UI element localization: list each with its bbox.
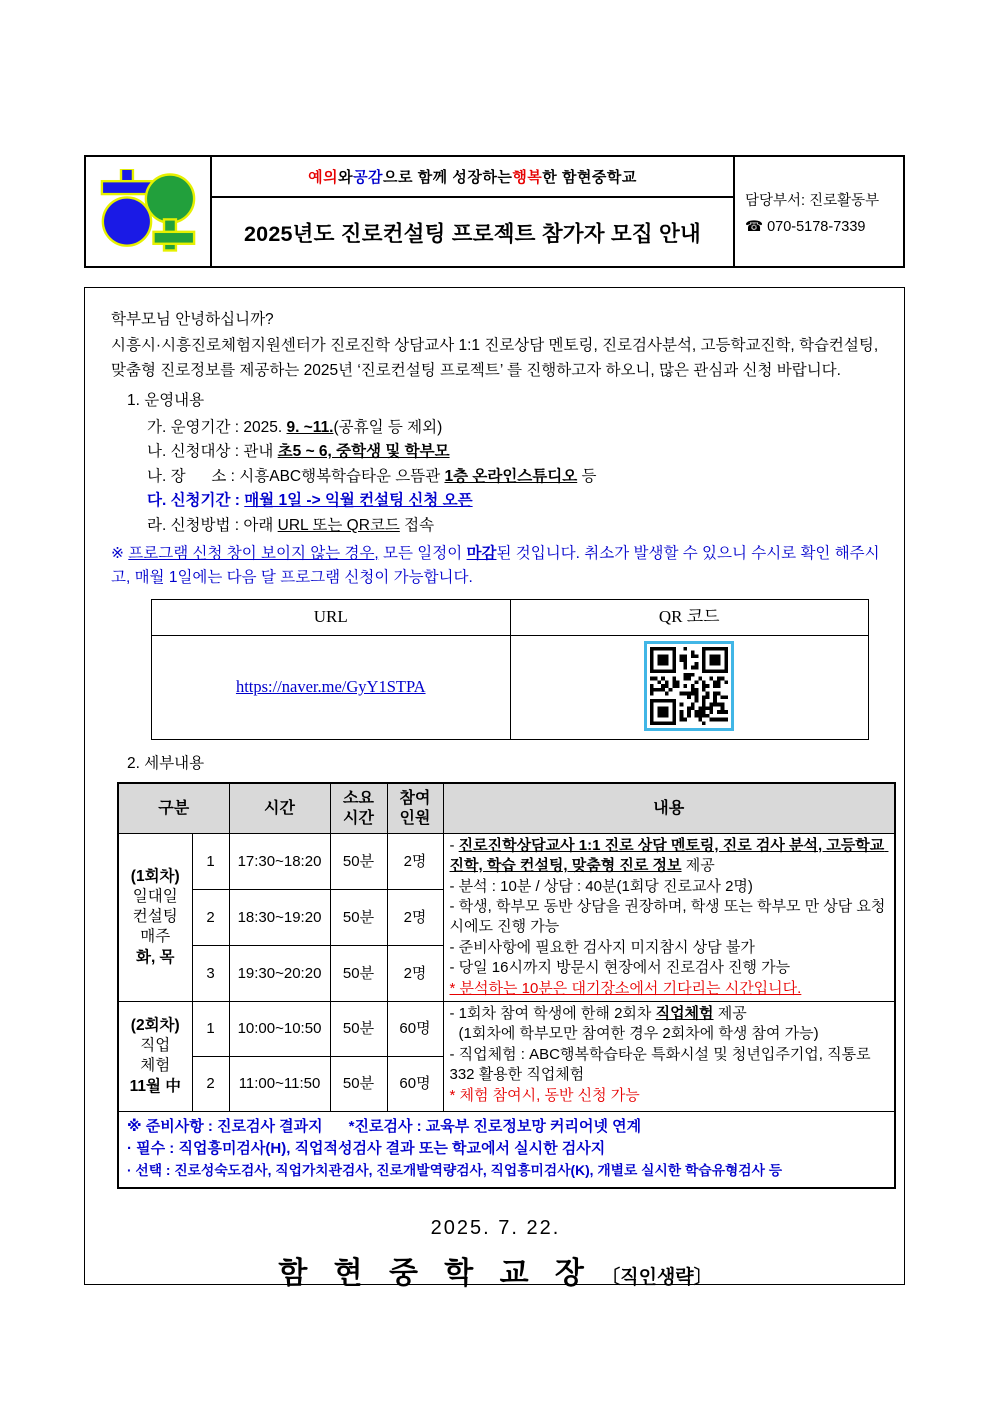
content-line: - 분석 : 10분 / 상담 : 40분(1회당 진로교사 2명) bbox=[449, 877, 753, 895]
content-line: - 직업체험 : ABC행복학습타운 특화시설 및 청년입주기업, 직통로332 활용한 직업체험 bbox=[449, 1045, 871, 1084]
group-label-line: 일대일 bbox=[132, 888, 178, 906]
department-label: 담당부서: 진로활동부 bbox=[745, 192, 880, 209]
session-duration: 50분 bbox=[330, 833, 387, 889]
intro-paragraph: 시흥시·시흥진로체험지원센터가 진로진학 상담교사 1:1 진로상담 멘토링, 진로검사분석, 고등학교진학, 학습컨설팅, 맞춤형 진로정보를 제공하는 2025년 ‘진로컨설팅 프로젝트’ 를 진행하고자 하오니, 많은 관심과 신청 바랍니다. bbox=[111, 337, 879, 379]
notice-emphasis: 마감 bbox=[466, 545, 497, 563]
col-header-category: 구분 bbox=[118, 783, 229, 833]
item-label: 라. 신청방법 : bbox=[147, 516, 244, 534]
col-header-time: 시간 bbox=[229, 783, 330, 833]
item-emphasis: 1층 온라인스튜디오 bbox=[444, 467, 578, 485]
header-line: 인원 bbox=[399, 809, 431, 827]
session-capacity: 2명 bbox=[387, 945, 443, 1001]
principal-signature: 함 현 중 학 교 장 bbox=[278, 1257, 593, 1291]
content-line: - 학생, 학부모 동반 상담을 권장하며, 학생 또는 학부모 만 상담 요청시에도 진행 가능 bbox=[449, 898, 886, 936]
group-label-line: 직업 bbox=[140, 1037, 171, 1055]
item-text: 2025. bbox=[243, 418, 287, 436]
group-label-line: 체험 bbox=[140, 1057, 171, 1075]
item-emphasis: 초5 ~ 6, 중학생 및 학부모 bbox=[277, 443, 450, 461]
session-duration: 50분 bbox=[330, 1056, 387, 1111]
application-notice bbox=[111, 542, 880, 589]
content-text: 제공 bbox=[713, 1004, 747, 1022]
table-notes-row bbox=[118, 1111, 895, 1187]
table-header-row bbox=[118, 783, 895, 833]
group2-content bbox=[443, 1001, 895, 1111]
session-number: 2 bbox=[192, 889, 229, 945]
session-duration: 50분 bbox=[330, 1001, 387, 1056]
notes-line bbox=[127, 1116, 886, 1139]
list-item-da bbox=[147, 489, 880, 513]
greeting-text: 학부모님 안녕하십니까? bbox=[111, 311, 274, 328]
item-label: 나. 장 소 : bbox=[147, 467, 240, 485]
item-label: 다. 신청기간 : bbox=[147, 492, 245, 510]
group-label-line: (1회차) bbox=[130, 868, 180, 886]
session-time: 19:30~20:20 bbox=[229, 945, 330, 1001]
list-item-na1 bbox=[147, 440, 880, 464]
group-label-line: (2회차) bbox=[130, 1017, 180, 1035]
content-emphasis: 직업체험 bbox=[655, 1004, 714, 1022]
qr-column-header: QR 코드 bbox=[510, 599, 869, 635]
session-number: 2 bbox=[192, 1056, 229, 1111]
item-text: 접속 bbox=[399, 516, 435, 534]
item-text: 아래 bbox=[243, 516, 278, 534]
header-line: 소요 bbox=[343, 789, 374, 807]
detail-table bbox=[117, 782, 896, 1188]
content-line: - 당일 16시까지 방문시 현장에서 진로검사 진행 가능 bbox=[449, 959, 791, 977]
content-line bbox=[450, 1004, 889, 1024]
school-logo bbox=[86, 157, 212, 266]
item-emphasis: URL 또는 QR코드 bbox=[277, 516, 400, 534]
url-column-header: URL bbox=[152, 599, 511, 635]
item-emphasis: 매월 1일 -> 익월 컨설팅 신청 오픈 bbox=[244, 492, 473, 510]
content-line: - 준비사항에 필요한 검사지 미지참시 상담 불가 bbox=[449, 938, 755, 956]
session-number: 1 bbox=[192, 833, 229, 889]
session-time: 11:00~11:50 bbox=[229, 1056, 330, 1111]
session-time: 18:30~19:20 bbox=[229, 889, 330, 945]
slogan-part: 행복 bbox=[512, 169, 543, 186]
header-line: 시간 bbox=[343, 809, 374, 827]
stamp-omitted-note: 〔직인생략〕 bbox=[601, 1267, 713, 1289]
section1-title: 1. 운영내용 bbox=[127, 392, 205, 410]
phone-number: ☎ 070-5178-7339 bbox=[745, 218, 866, 235]
list-item-ra bbox=[147, 514, 880, 538]
item-text: 관내 bbox=[243, 443, 278, 461]
notice-text: 모든 일정이 bbox=[378, 545, 467, 563]
slogan-part: 예의 bbox=[308, 169, 339, 186]
school-slogan bbox=[212, 157, 733, 198]
header-contact bbox=[735, 157, 903, 266]
session-capacity: 60명 bbox=[387, 1056, 443, 1111]
qr-code-icon bbox=[644, 641, 734, 731]
group-label-line: 11월 中 bbox=[129, 1077, 181, 1095]
url-qr-table bbox=[151, 599, 869, 740]
notes-line: · 필수 : 직업흥미검사(H), 직업적성검사 결과 또는 학교에서 실시한 검사지 bbox=[127, 1140, 606, 1158]
item-text: (공휴일 등 제외) bbox=[333, 418, 443, 436]
group2-label bbox=[118, 1001, 192, 1111]
group1-label bbox=[118, 833, 192, 1001]
notice-underlined: 프로그램 신청 창이 보이지 않는 경우, bbox=[128, 545, 379, 563]
content-warning: * 체험 참여시, 동반 신청 가능 bbox=[449, 1086, 640, 1104]
group1-content bbox=[443, 833, 895, 1001]
list-item-na2 bbox=[147, 465, 880, 489]
notes-text: *진로검사 : 교육부 진로정보망 커리어넷 연계 bbox=[348, 1117, 642, 1135]
col-header-content: 내용 bbox=[443, 783, 895, 833]
document-title: 2025년도 진로컨설팅 프로젝트 참가자 모집 안내 bbox=[244, 221, 701, 246]
document-date: 2025. 7. 22. bbox=[430, 1216, 561, 1239]
content-text: - bbox=[449, 836, 459, 854]
col-header-duration bbox=[330, 783, 387, 833]
content-emphasis: 진로진학상담교사 1:1 진로 상담 멘토링, 진로 검사 분석, 고등학교 진학, 학습 컨설팅, 맞춤형 진로 정보 bbox=[449, 836, 889, 875]
group-label-line: 매주 bbox=[140, 928, 171, 946]
content-warning: * 분석하는 10분은 대기장소에서 기다리는 시간입니다. bbox=[449, 979, 802, 997]
notice-text: 된 것입니다. 취소가 발생할 수 있으니 수시로 확인 해주시고, 매월 1일에는 다음 달 프로그램 신청이 가능합니다. bbox=[111, 545, 880, 586]
content-line: (1회차에 학부모만 참여한 경우 2회차에 학생 참여 가능) bbox=[458, 1025, 819, 1043]
group-label-line: 컨설팅 bbox=[132, 908, 178, 926]
header-center bbox=[212, 157, 735, 266]
table-row bbox=[152, 635, 869, 739]
session-capacity: 2명 bbox=[387, 833, 443, 889]
document-header bbox=[84, 155, 905, 268]
document-body bbox=[84, 287, 905, 1291]
slogan-part: 와 bbox=[338, 169, 354, 186]
session-duration: 50분 bbox=[330, 889, 387, 945]
table-row bbox=[152, 599, 869, 635]
session-time: 17:30~18:20 bbox=[229, 833, 330, 889]
notice-symbol: ※ bbox=[111, 545, 129, 563]
group-label-line: 화, 목 bbox=[135, 948, 175, 966]
item-text: 등 bbox=[577, 467, 597, 485]
session-number: 3 bbox=[192, 945, 229, 1001]
session-number: 1 bbox=[192, 1001, 229, 1056]
content-text: 제공 bbox=[681, 857, 715, 875]
header-line: 참여 bbox=[399, 789, 431, 807]
content-text: - 1회차 참여 학생에 한해 2회차 bbox=[449, 1004, 656, 1022]
session-time: 10:00~10:50 bbox=[229, 1001, 330, 1056]
url-cell bbox=[152, 635, 511, 739]
application-link[interactable]: https://naver.me/GyY1STPA bbox=[235, 677, 426, 697]
item-emphasis: 9. ~11. bbox=[286, 418, 334, 436]
notes-line: · 선택 : 진로성숙도검사, 직업가치관검사, 진로개발역량검사, 직업흥미검사(K), 개별로 실시한 학습유형검사 등 bbox=[127, 1162, 783, 1178]
qr-cell bbox=[510, 635, 869, 739]
table-row bbox=[118, 833, 895, 889]
table-row bbox=[118, 1001, 895, 1056]
hamhyun-logo-icon bbox=[99, 169, 197, 255]
item-label: 나. 신청대상 : bbox=[147, 443, 244, 461]
session-capacity: 2명 bbox=[387, 889, 443, 945]
item-text: 시흥ABC행복학습타운 으뜸관 bbox=[239, 467, 445, 485]
section2-title: 2. 세부내용 bbox=[127, 754, 205, 772]
notes-text: ※ 준비사항 : 진로검사 결과지 bbox=[127, 1117, 323, 1135]
slogan-part: 한 함현중학교 bbox=[542, 169, 637, 186]
col-header-capacity bbox=[387, 783, 443, 833]
preparation-notes bbox=[118, 1111, 895, 1187]
session-duration: 50분 bbox=[330, 945, 387, 1001]
content-line bbox=[450, 836, 889, 877]
list-item-ga bbox=[147, 416, 880, 440]
slogan-part: 으로 함께 성장하는 bbox=[383, 169, 513, 186]
session-capacity: 60명 bbox=[387, 1001, 443, 1056]
item-label: 가. 운영기간 : bbox=[147, 418, 244, 436]
slogan-part: 공감 bbox=[353, 169, 384, 186]
signature-line bbox=[111, 1250, 880, 1297]
